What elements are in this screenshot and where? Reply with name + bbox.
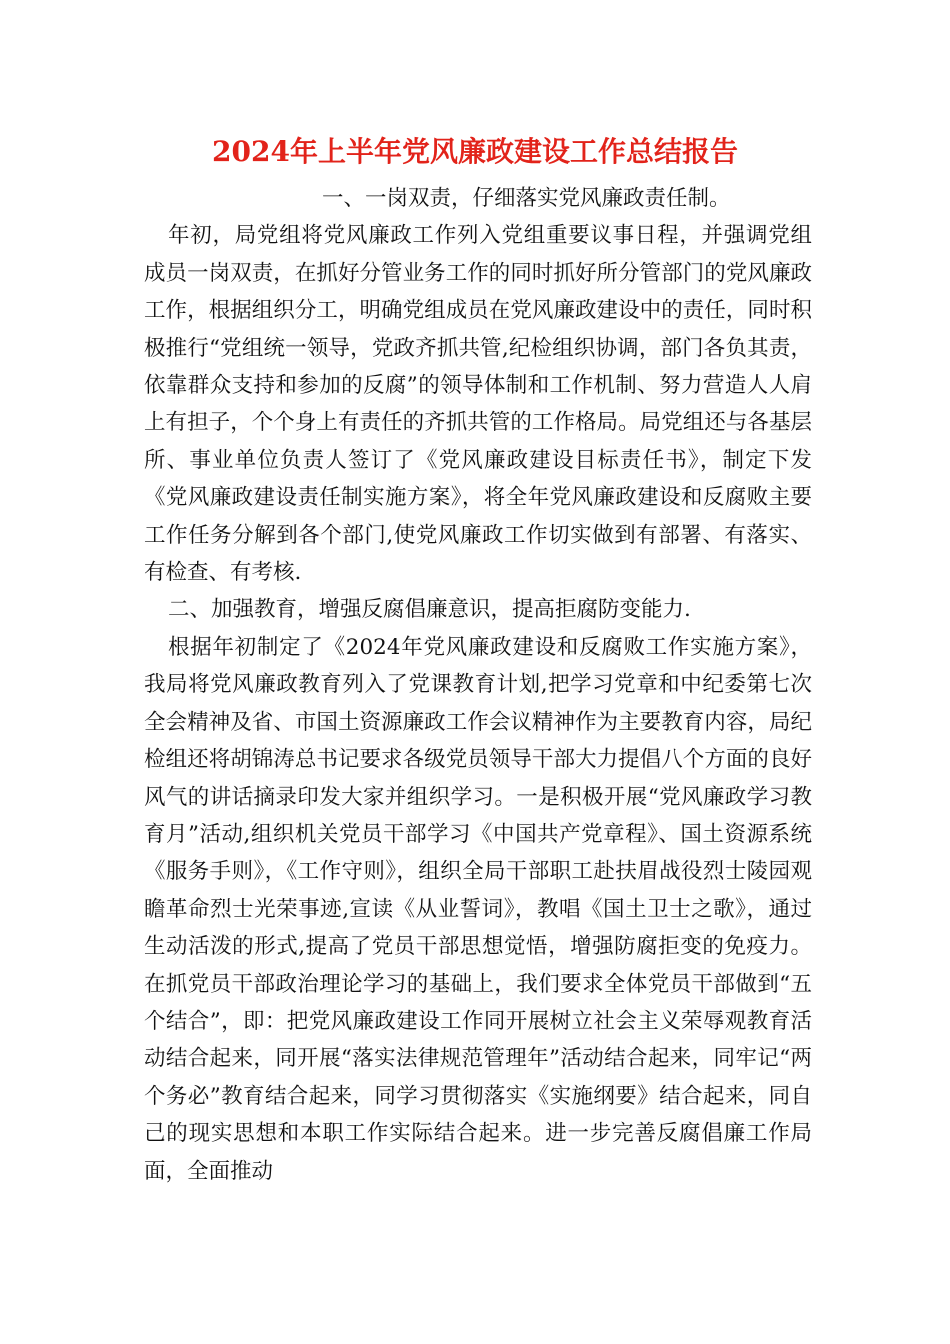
section-paragraph: 年初，局党组将党风廉政工作列入党组重要议事日程，并强调党组成员一岗双责，在抓好分管业务工作的同时抓好所分管部门的党风廉政工作，根据组织分工，明确党组成员在党风廉政建设中的责任，同时积极推行“党组统一领导，党政齐抓共管,纪检组织协调，部门各负其责，依靠群众支持和参加的反腐”的领导体制和工作机制、努力营造人人肩上有担子，个个身上有责任的齐抓共管的工作格局。局党组还与各基层所、事业单位负责人签订了《党风廉政建设目标责任书》，制定下发《党风廉政建设责任制实施方案》，将全年党风廉政建设和反腐败主要工作任务分解到各个部门,使党风廉政工作切实做到有部署、有落实、有检查、有考核.: [144, 223, 812, 586]
section-heading: 二、加强教育，增强反腐倡廉意识，提高拒腐防变能力.: [168, 597, 691, 623]
section-heading: 一、一岗双责，仔细落实党风廉政责任制。: [322, 186, 731, 211]
section-paragraph: 根据年初制定了《2024年党风廉政建设和反腐败工作实施方案》，我局将党风廉政教育列入了党课教育计划,把学习党章和中纪委第七次全会精神及省、市国土资源廉政工作会议精神作为主要教育内容，局纪检组还将胡锦涛总书记要求各级党员领导干部大力提倡八个方面的良好风气的讲话摘录印发大家并组织学习。一是积极开展“党风廉政学习教育月”活动,组织机关党员干部学习《中国共产党章程》、国土资源系统《服务手则》，《工作守则》，组织全局干部职工赴扶眉战役烈士陵园观瞻革命烈士光荣事迹,宣读《从业誓词》，教唱《国土卫士之歌》，通过生动活泼的形式,提高了党员干部思想觉悟，增强防腐拒变的免疫力。在抓党员干部政治理论学习的基础上，我们要求全体党员干部做到“五个结合”，即：把党风廉政建设工作同开展树立社会主义荣辱观教育活动结合起来，同开展“落实法律规范管理年”活动结合起来，同牢记“两个务必”教育结合起来，同学习贯彻落实《实施纲要》结合起来，同自己的现实思想和本职工作实际结合起来。进一步完善反腐倡廉工作局面，全面推动: [144, 634, 812, 1184]
document-title: 2024年上半年党风廉政建设工作总结报告: [212, 135, 738, 168]
document-body: [144, 180, 812, 1190]
